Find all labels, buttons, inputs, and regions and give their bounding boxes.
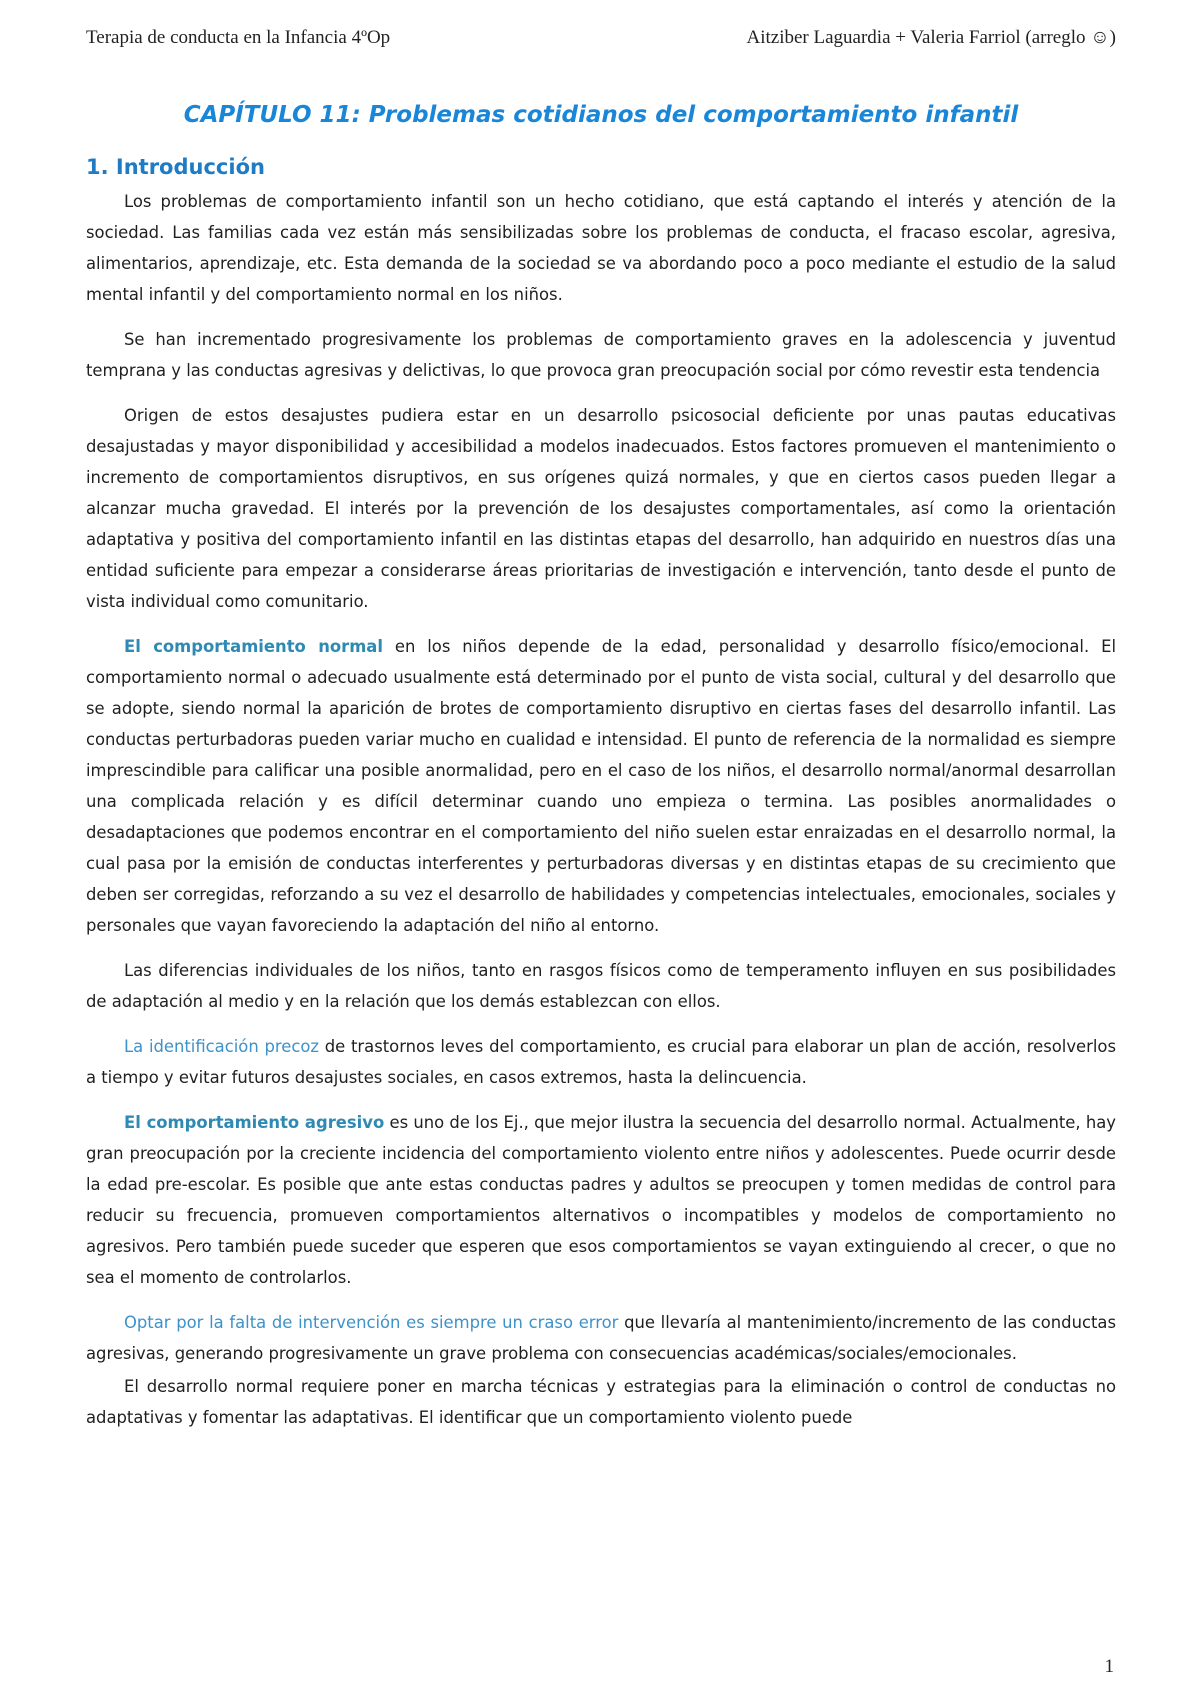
paragraph-9: El desarrollo normal requiere poner en marcha técnicas y estrategias para la eliminación o control de conductas no adaptativas y fomentar las adaptativas. El identificar que un comportamiento violento puede xyxy=(86,1377,1116,1427)
header-authors: Aitziber Laguardia + Valeria Farriol (arreglo ☺) xyxy=(746,27,1116,48)
paragraph-4 xyxy=(86,631,1116,941)
document-body xyxy=(86,98,1116,1447)
highlight-comportamiento-normal: El comportamiento normal xyxy=(124,637,383,656)
paragraph-6-text: de trastornos leves del comportamiento, es crucial para elaborar un plan de acción, resolverlos a tiempo y evitar futuros desajustes sociales, en casos extremos, hasta la delincuencia. xyxy=(86,1037,1116,1087)
paragraph-3: Origen de estos desajustes pudiera estar en un desarrollo psicosocial deficiente por unas pautas educativas desajustadas y mayor disponibilidad y accesibilidad a modelos inadecuados. Estos factores promueven el mantenimiento o incremento de comportamientos disruptivos, en sus orígenes quizá normales, y que en ciertos casos pueden llegar a alcanzar mucha gravedad. El interés por la prevención de los desajustes comportamentales, así como la orientación adaptativa y positiva del comportamiento infantil en las distintas etapas del desarrollo, han adquirido en nuestros días una entidad suficiente para empezar a considerarse áreas prioritarias de investigación e intervención, tanto desde el punto de vista individual como comunitario. xyxy=(86,406,1116,611)
paragraph-6 xyxy=(86,1031,1116,1093)
section-title-introduccion: 1. Introducción xyxy=(86,155,265,179)
header-course-title: Terapia de conducta en la Infancia 4ºOp xyxy=(86,27,391,48)
paragraph-5: Las diferencias individuales de los niños, tanto en rasgos físicos como de temperamento influyen en sus posibilidades de adaptación al medio y en la relación que los demás establezcan con ellos. xyxy=(86,961,1116,1011)
paragraph-2: Se han incrementado progresivamente los problemas de comportamiento graves en la adolescencia y juventud temprana y las conductas agresivas y delictivas, lo que provoca gran preocupación social por cómo revestir esta tendencia xyxy=(86,330,1116,380)
paragraph-4-text: en los niños depende de la edad, personalidad y desarrollo físico/emocional. El comportamiento normal o adecuado usualmente está determinado por el punto de vista social, cultural y del desarrollo que se adopte, siendo normal la aparición de brotes de comportamiento disruptivo en ciertas fases del desarrollo infantil. Las conductas perturbadoras pueden variar mucho en cualidad e intensidad. El punto de referencia de la normalidad es siempre imprescindible para calificar una posible anormalidad, pero en el caso de los niños, el desarrollo normal/anormal desarrollan una complicada relación y es difícil determinar cuando uno empieza o termina. Las posibles anormalidades o desadaptaciones que podemos encontrar en el comportamiento del niño suelen estar enraizadas en el desarrollo normal, la cual pasa por la emisión de conductas interferentes y perturbadoras diversas y en distintas etapas de su crecimiento que deben ser corregidas, reforzando a su vez el desarrollo de habilidades y competencias intelectuales, emocionales, sociales y personales que vayan favoreciendo la adaptación del niño al entorno. xyxy=(86,637,1117,935)
highlight-falta-intervencion: Optar por la falta de intervención es siempre un craso error xyxy=(124,1313,619,1332)
chapter-title: CAPÍTULO 11: Problemas cotidianos del comportamiento infantil xyxy=(183,102,1019,128)
page-header xyxy=(86,27,1116,49)
highlight-identificacion-precoz: La identificación precoz xyxy=(124,1037,319,1056)
paragraph-8 xyxy=(86,1307,1116,1369)
paragraph-1: Los problemas de comportamiento infantil son un hecho cotidiano, que está captando el interés y atención de la sociedad. Las familias cada vez están más sensibilizadas sobre los problemas de conducta, el fracaso escolar, agresiva, alimentarios, aprendizaje, etc. Esta demanda de la sociedad se va abordando poco a poco mediante el estudio de la salud mental infantil y del comportamiento normal en los niños. xyxy=(86,192,1116,304)
paragraph-8-text: que llevaría al mantenimiento/incremento de las conductas agresivas, generando progresivamente un grave problema con consecuencias académicas/sociales/emocionales. xyxy=(86,1313,1116,1363)
page-number: 1 xyxy=(1104,1656,1114,1677)
paragraph-7-text: es uno de los Ej., que mejor ilustra la secuencia del desarrollo normal. Actualmente, hay gran preocupación por la creciente incidencia del comportamiento violento entre niños y adolescentes. Puede ocurrir desde la edad pre-escolar. Es posible que ante estas conductas padres y adultos se preocupen y tomen medidas de control para reducir su frecuencia, promueven comportamientos alternativos o incompatibles y modelos de comportamiento no agresivos. Pero también puede suceder que esperen que esos comportamientos se vayan extinguiendo al crecer, o que no sea el momento de controlarlos. xyxy=(86,1113,1116,1287)
highlight-comportamiento-agresivo: El comportamiento agresivo xyxy=(124,1113,385,1132)
paragraph-7 xyxy=(86,1107,1116,1293)
